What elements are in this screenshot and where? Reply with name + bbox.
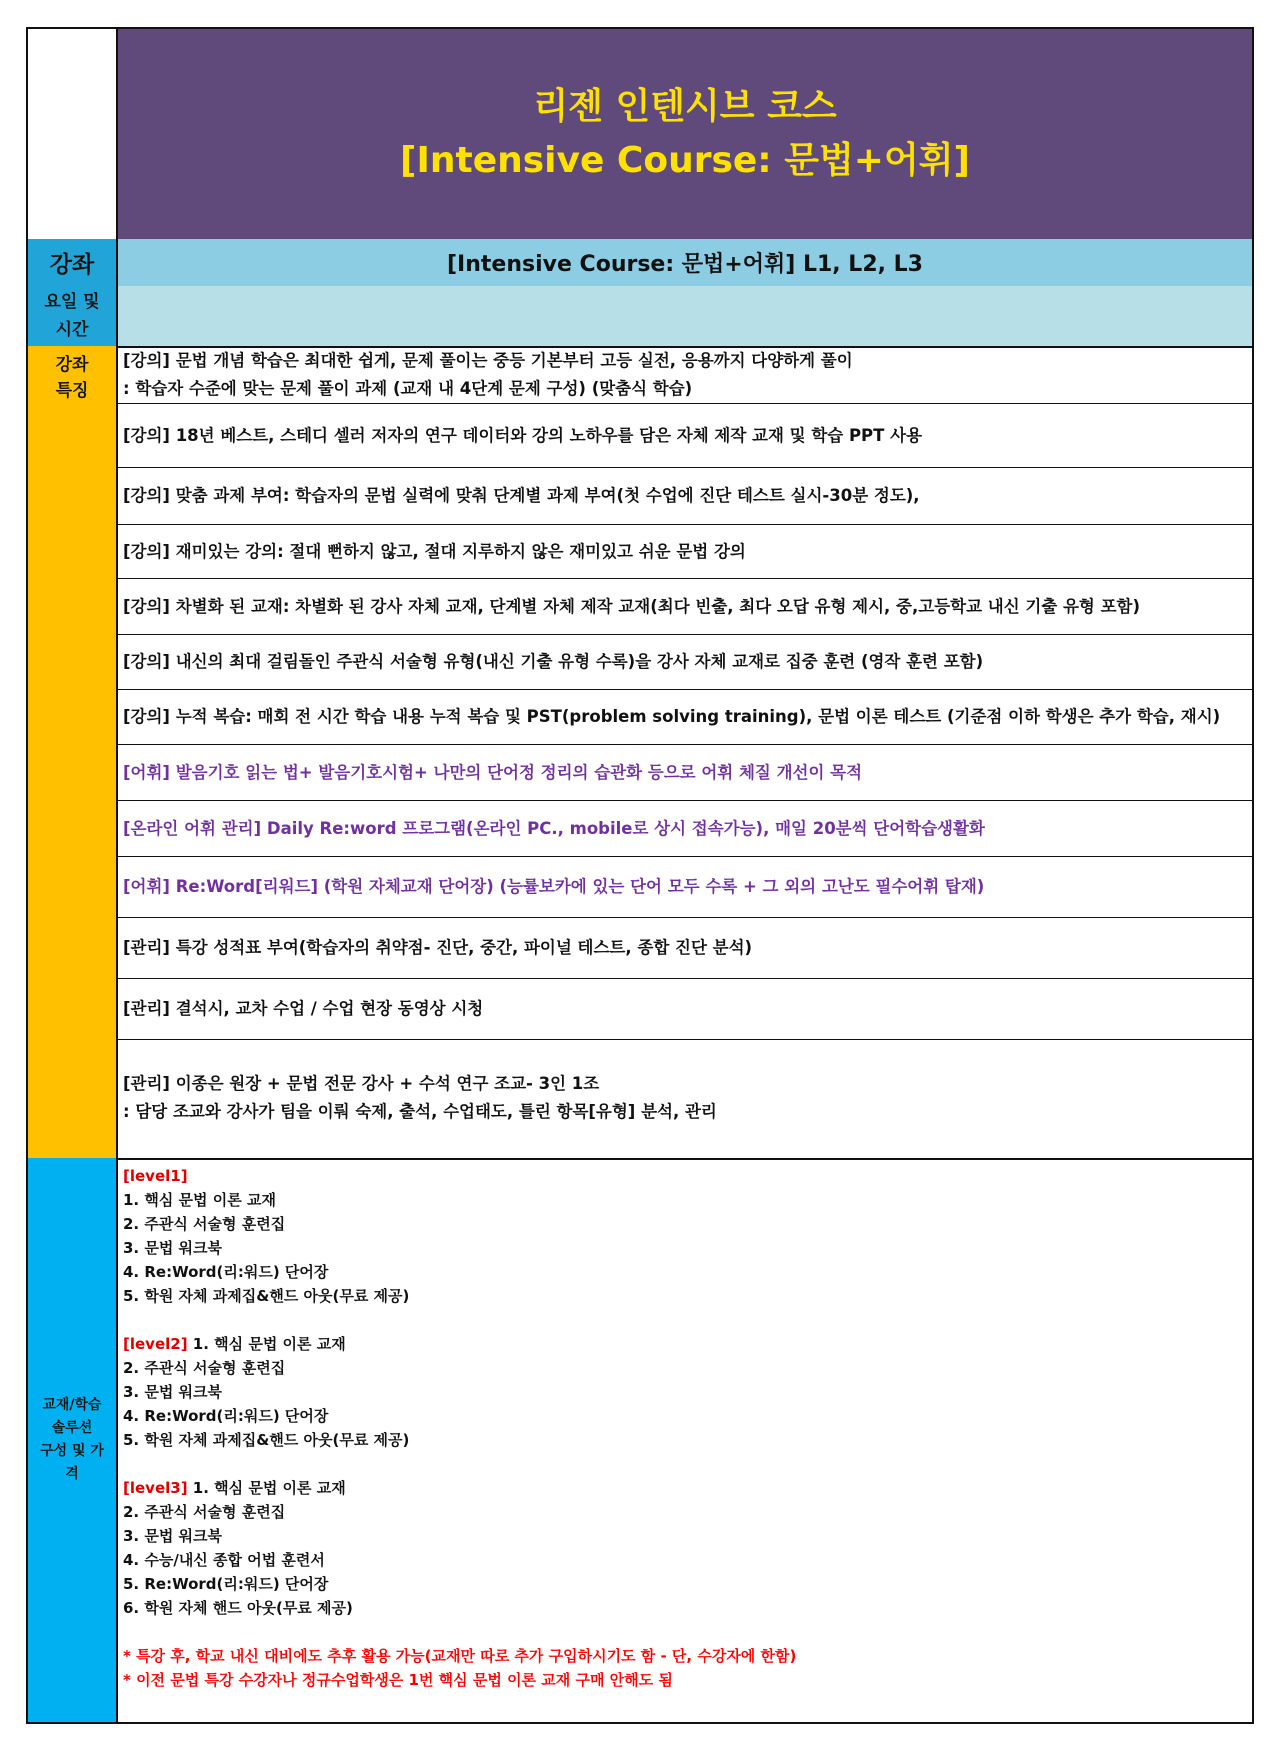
title-line2: [Intensive Course: 문법+어휘]	[400, 140, 970, 181]
material-item: 6. 학원 자체 핸드 아웃(무료 제공)	[123, 1599, 353, 1617]
feature-text: [강의] 맞춤 과제 부여: 학습자의 문법 실력에 맞춰 단계별 과제 부여(첫 수업에 진단 테스트 실시-30분 정도),	[123, 486, 920, 505]
feature-item	[118, 745, 1252, 801]
feature-text-line2: : 학습자 수준에 맞는 문제 풀이 과제 (교재 내 4단계 문제 구성) (맞춤식 학습)	[123, 378, 693, 398]
material-item: 3. 문법 워크북	[123, 1383, 223, 1401]
feature-item	[118, 857, 1252, 918]
level2-first-line	[123, 1332, 1247, 1356]
title-banner	[118, 29, 1252, 239]
materials-label-line2: 솔루션	[51, 1420, 93, 1436]
note-line: * 특강 후, 학교 내신 대비에도 추후 활용 가능(교재만 따로 추가 구입하시기도 함 - 단, 수강자에 한함)	[123, 1647, 797, 1665]
material-item: 4. 수능/내신 종합 어법 훈련서	[123, 1551, 325, 1569]
feature-text: [강의] 문법 개념 학습은 최대한 쉽게, 문제 풀이는 중등 기본부터 고등 실전, 응용까지 다양하게 풀이	[123, 350, 853, 370]
feature-text-line2: : 담당 조교와 강사가 팀을 이뤄 숙제, 출석, 수업태도, 틀린 항목[유형] 분석, 관리	[123, 1102, 717, 1121]
material-item: 3. 문법 워크북	[123, 1527, 223, 1545]
material-item: 1. 핵심 문법 이론 교재	[123, 1191, 276, 1209]
materials-label-line4: 격	[65, 1466, 79, 1482]
features-row	[28, 346, 1252, 1160]
material-item: 2. 주관식 서술형 훈련집	[123, 1359, 286, 1377]
feature-text: [어휘] 발음기호 읽는 법+ 발음기호시험+ 나만의 단어정 정리의 습관화 등으로 어휘 체질 개선이 목적	[123, 762, 863, 782]
material-item: 3. 문법 워크북	[123, 1239, 223, 1257]
material-item: 5. 학원 자체 과제집&핸드 아웃(무료 제공)	[123, 1431, 410, 1449]
feature-text: [관리] 이종은 원장 + 문법 전문 강사 + 수석 연구 조교- 3인 1조	[123, 1074, 600, 1093]
title-line1: 리젠 인텐시브 코스	[533, 86, 837, 127]
feature-item	[118, 525, 1252, 579]
feature-item	[118, 404, 1252, 468]
feature-text: [강의] 차별화 된 교재: 차별화 된 강사 자체 교재, 단계별 자체 제작 교재(최다 빈출, 최다 오답 유형 제시, 중,고등학교 내신 기출 유형 포함)	[123, 596, 1141, 616]
feature-text: [관리] 결석시, 교차 수업 / 수업 현장 동영상 시청	[123, 999, 484, 1018]
title-row	[28, 29, 1252, 241]
schedule-label-line1: 요일 및	[44, 292, 100, 312]
materials-row	[28, 1158, 1252, 1722]
feature-item	[118, 468, 1252, 525]
materials-label	[28, 1158, 118, 1722]
feature-text: [온라인 어휘 관리] Daily Re:word 프로그램(온라인 PC., mobile로 상시 접속가능), 매일 20분씩 단어학습생활화	[123, 818, 985, 838]
level2-tag: [level2]	[123, 1335, 188, 1353]
features-label-line2: 특징	[55, 381, 89, 401]
feature-text: [관리] 특강 성적표 부여(학습자의 취약점- 진단, 중간, 파이널 테스트, 종합 진단 분석)	[123, 938, 753, 957]
feature-item	[118, 635, 1252, 690]
feature-item	[118, 979, 1252, 1040]
material-item: 5. Re:Word(리:워드) 단어장	[123, 1575, 329, 1593]
material-item: 2. 주관식 서술형 훈련집	[123, 1503, 286, 1521]
course-value: [Intensive Course: 문법+어휘] L1, L2, L3	[118, 239, 1252, 286]
schedule-row	[28, 286, 1252, 348]
schedule-label-line2: 시간	[55, 320, 89, 340]
material-item: 1. 핵심 문법 이론 교재	[187, 1335, 346, 1353]
note-line: * 이전 문법 특강 수강자나 정규수업학생은 1번 핵심 문법 이론 교재 구매 안해도 됨	[123, 1671, 673, 1689]
schedule-label	[28, 286, 118, 346]
material-item: 4. Re:Word(리:워드) 단어장	[123, 1263, 329, 1281]
level3-first-line	[123, 1476, 1247, 1500]
materials-content	[118, 1158, 1252, 1722]
features-label	[28, 346, 118, 1158]
material-item: 2. 주관식 서술형 훈련집	[123, 1215, 286, 1233]
feature-item	[118, 346, 1252, 404]
schedule-value	[118, 286, 1252, 346]
title-blank-cell	[28, 29, 118, 239]
course-info-sheet	[26, 27, 1254, 1724]
feature-text: [강의] 재미있는 강의: 절대 뻔하지 않고, 절대 지루하지 않은 재미있고 쉬운 문법 강의	[123, 541, 746, 561]
feature-text: [강의] 누적 복습: 매회 전 시간 학습 내용 누적 복습 및 PST(problem solving training), 문법 이론 테스트 (기준점 이하 학생은 추가 학습, 재시)	[123, 707, 1221, 726]
feature-text: [어휘] Re:Word[리워드] (학원 자체교재 단어장) (능률보카에 있는 단어 모두 수록 + 그 외의 고난도 필수어휘 탑재)	[123, 877, 985, 896]
course-label: 강좌	[28, 239, 118, 286]
material-item: 5. 학원 자체 과제집&핸드 아웃(무료 제공)	[123, 1287, 410, 1305]
feature-text: [강의] 내신의 최대 걸림돌인 주관식 서술형 유형(내신 기출 유형 수록)을 강사 자체 교재로 집중 훈련 (영작 훈련 포함)	[123, 652, 984, 671]
material-item: 4. Re:Word(리:워드) 단어장	[123, 1407, 329, 1425]
feature-item	[118, 801, 1252, 857]
features-label-line1: 강좌	[55, 355, 89, 375]
course-row	[28, 239, 1252, 288]
features-list	[118, 346, 1252, 1158]
materials-label-line1: 교재/학습	[42, 1397, 102, 1413]
feature-item	[118, 918, 1252, 979]
feature-item	[118, 579, 1252, 635]
materials-label-line3: 구성 및 가	[40, 1443, 104, 1459]
feature-item	[118, 1040, 1252, 1156]
feature-item	[118, 690, 1252, 745]
level3-tag: [level3]	[123, 1479, 188, 1497]
material-item: 1. 핵심 문법 이론 교재	[187, 1479, 346, 1497]
level1-tag: [level1]	[123, 1167, 188, 1185]
feature-text: [강의] 18년 베스트, 스테디 셀러 저자의 연구 데이터와 강의 노하우를 담은 자체 제작 교재 및 학습 PPT 사용	[123, 425, 923, 445]
